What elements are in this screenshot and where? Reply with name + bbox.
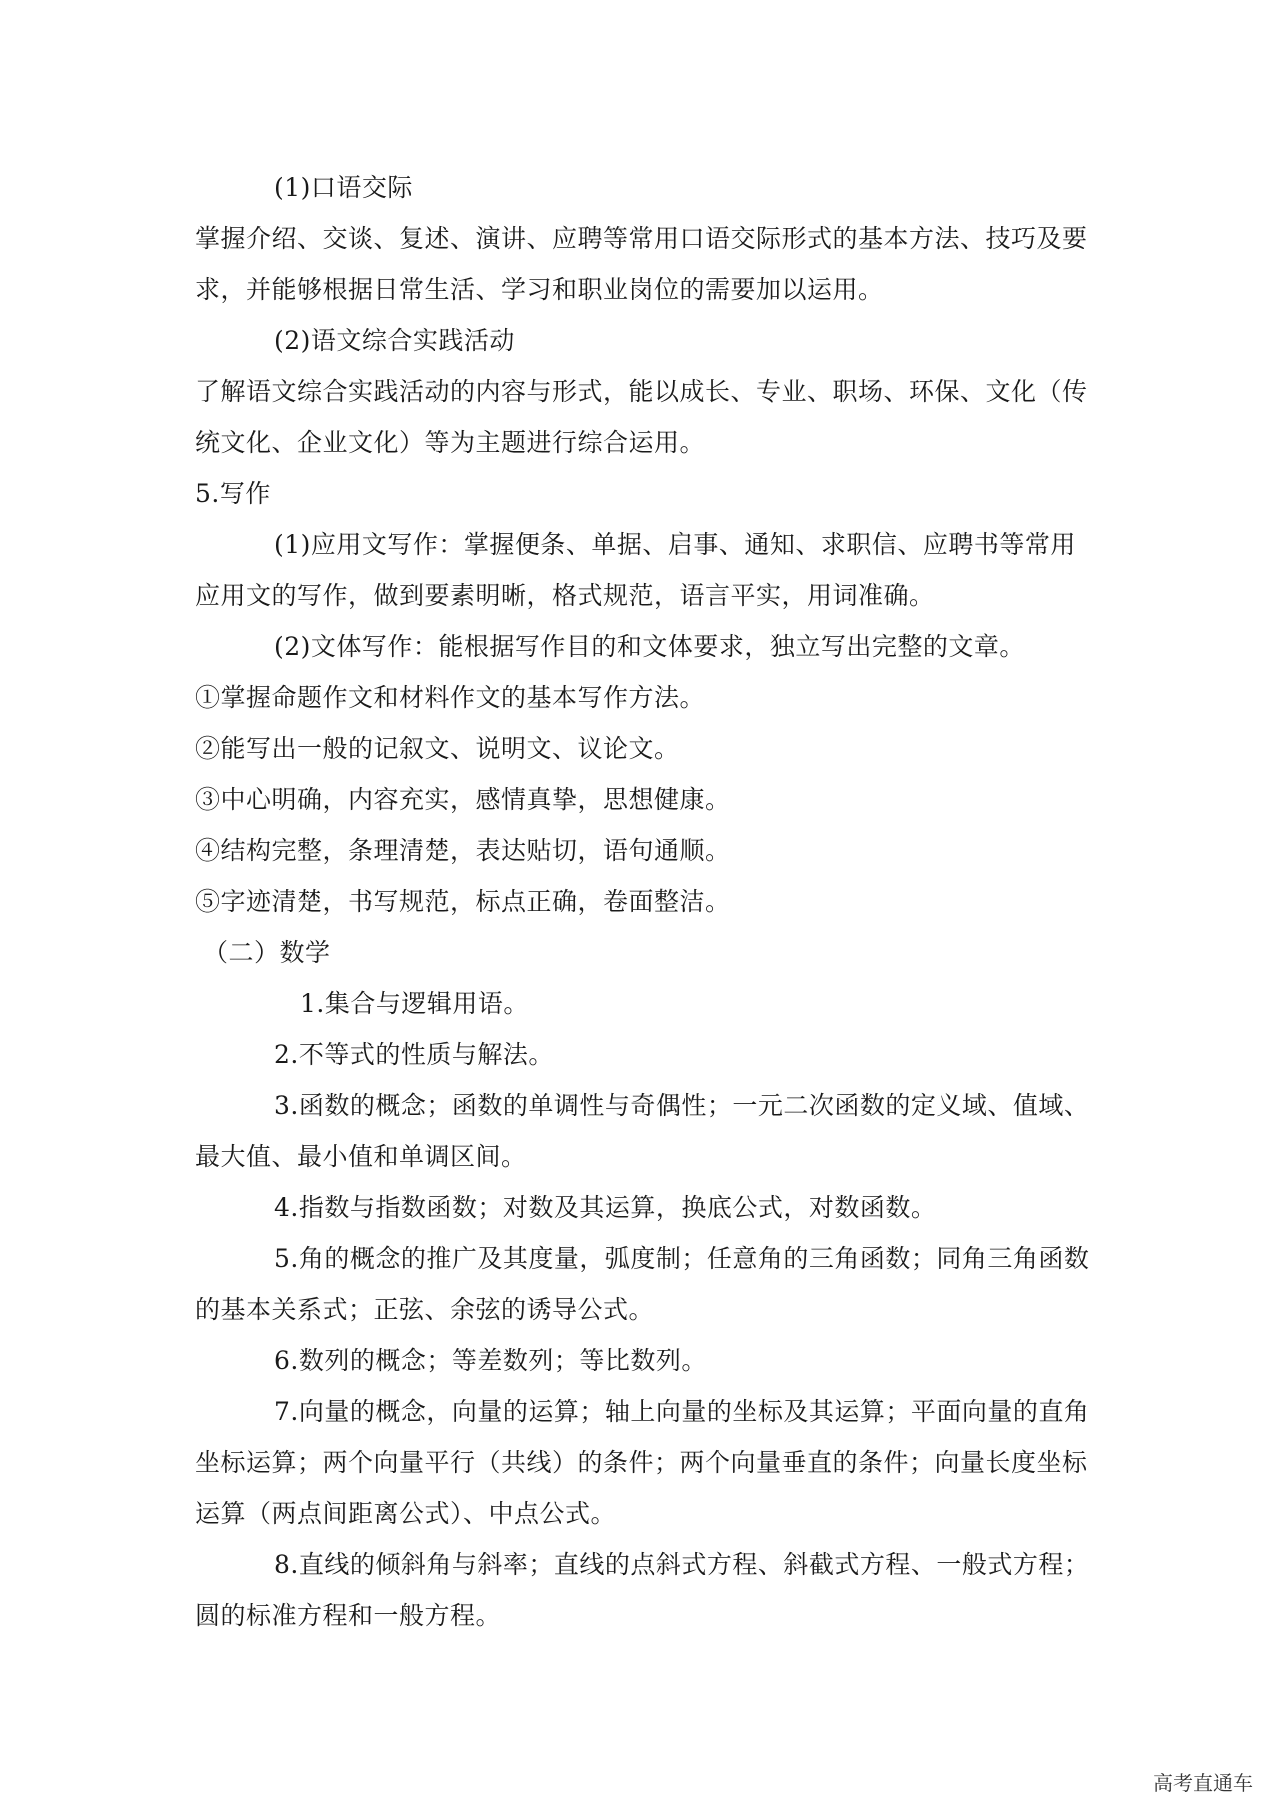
list-item-writing-5: ⑤字迹清楚，书写规范，标点正确，卷面整洁。 — [195, 887, 731, 916]
math-item-1: 1.集合与逻辑用语。 — [300, 989, 529, 1018]
heading-oral-communication: (1)口语交际 — [274, 173, 413, 202]
list-item-writing-4: ④结构完整，条理清楚，表达贴切，语句通顺。 — [195, 836, 731, 865]
document-body — [195, 162, 1095, 1641]
math-item-6: 6.数列的概念；等差数列；等比数列。 — [274, 1346, 707, 1375]
heading-writing: 5.写作 — [195, 479, 271, 508]
math-item-8: 8.直线的倾斜角与斜率；直线的点斜式方程、斜截式方程、一般式方程；圆的标准方程和一般方程。 — [195, 1550, 1090, 1630]
math-item-4: 4.指数与指数函数；对数及其运算，换底公式，对数函数。 — [274, 1193, 937, 1222]
list-item-writing-3: ③中心明确，内容充实，感情真挚，思想健康。 — [195, 785, 731, 814]
math-item-7: 7.向量的概念，向量的运算；轴上向量的坐标及其运算；平面向量的直角坐标运算；两个向量平行（共线）的条件；两个向量垂直的条件；向量长度坐标运算（两点间距离公式）、中点公式。 — [195, 1397, 1090, 1528]
watermark-text: 高考直通车 — [1153, 1771, 1253, 1795]
paragraph-applied-writing: (1)应用文写作：掌握便条、单据、启事、通知、求职信、应聘书等常用应用文的写作，做到要素明晰，格式规范，语言平实，用词准确。 — [195, 530, 1076, 610]
list-item-writing-2: ②能写出一般的记叙文、说明文、议论文。 — [195, 734, 680, 763]
paragraph-oral-communication: 掌握介绍、交谈、复述、演讲、应聘等常用口语交际形式的基本方法、技巧及要求，并能够根据日常生活、学习和职业岗位的需要加以运用。 — [195, 224, 1088, 304]
math-item-2: 2.不等式的性质与解法。 — [274, 1040, 554, 1069]
list-item-writing-1: ①掌握命题作文和材料作文的基本写作方法。 — [195, 683, 706, 712]
heading-chinese-practice: (2)语文综合实践活动 — [274, 326, 515, 355]
paragraph-genre-writing: (2)文体写作：能根据写作目的和文体要求，独立写出完整的文章。 — [274, 632, 1025, 661]
heading-mathematics: （二）数学 — [203, 938, 331, 967]
math-item-5: 5.角的概念的推广及其度量，弧度制；任意角的三角函数；同角三角函数的基本关系式；正弦、余弦的诱导公式。 — [195, 1244, 1090, 1324]
math-item-3: 3.函数的概念；函数的单调性与奇偶性；一元二次函数的定义域、值域、最大值、最小值和单调区间。 — [195, 1091, 1090, 1171]
paragraph-chinese-practice: 了解语文综合实践活动的内容与形式，能以成长、专业、职场、环保、文化（传统文化、企业文化）等为主题进行综合运用。 — [195, 377, 1088, 457]
